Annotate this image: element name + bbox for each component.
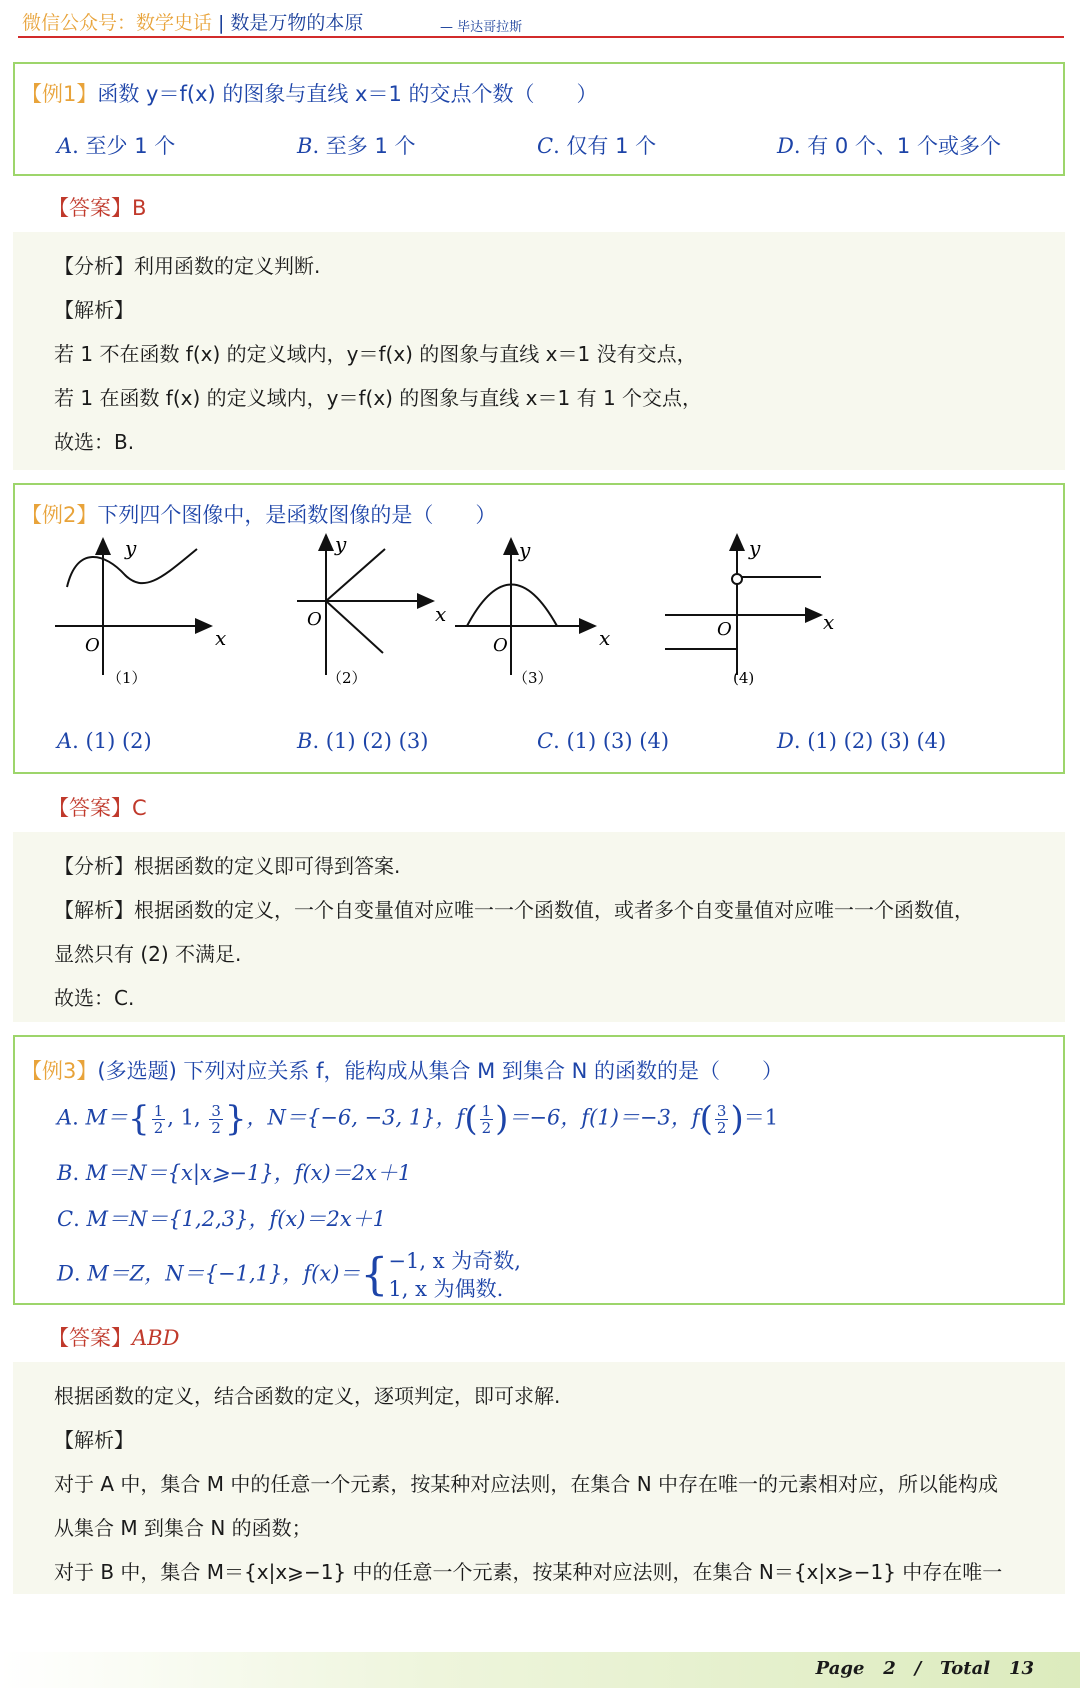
q1-line: 【解析】 — [54, 298, 134, 322]
header-separator: | — [218, 12, 225, 34]
graph-2-caption: （2） — [327, 669, 367, 687]
q1-line: 若 1 不在函数 f(x) 的定义域内，y＝f(x) 的图象与直线 x＝1 没有交点， — [54, 342, 697, 366]
q2-line: 故选：C. — [54, 986, 135, 1010]
q2-line: 显然只有 (2) 不满足. — [54, 942, 242, 966]
header-attribution: — 毕达哥拉斯 — [440, 20, 523, 35]
q1-option-d[interactable]: D. 有 0 个、1 个或多个 — [777, 134, 1001, 158]
q2-line: 【分析】根据函数的定义即可得到答案. — [54, 854, 401, 878]
q3-line: 对于 A 中，集合 M 中的任意一个元素，按某种对应法则，在集合 N 中存在唯一的元素相对应，所以能构成 — [54, 1472, 999, 1496]
graph-3-y-label: y — [519, 538, 531, 562]
graph-2-ray-up — [326, 549, 385, 601]
fraction: $\frac{3}{2}$ — [716, 1101, 727, 1137]
graph-3 — [455, 538, 610, 687]
graph-2-y-label: y — [335, 532, 347, 556]
header-title: 数是万物的本原 — [230, 12, 364, 34]
q3-line: 从集合 M 到集合 N 的函数； — [54, 1516, 312, 1540]
question-2-tag: 【例2】 — [21, 503, 98, 527]
graph-2-ray-down — [326, 601, 383, 653]
q3-option-b[interactable]: B. M＝N＝{x|x⩾−1}，f(x)＝2x＋1 — [57, 1161, 412, 1185]
graph-4-caption: (4) — [733, 669, 755, 687]
q3-line: 【解析】 — [54, 1428, 134, 1452]
graph-1 — [55, 536, 226, 687]
graph-2-origin: O — [307, 609, 322, 630]
graph-1-origin: O — [85, 635, 100, 656]
fraction: $\frac{1}{2}$ — [481, 1101, 492, 1137]
fraction: $\frac{1}{2}$ — [153, 1101, 164, 1137]
graph-4-origin: O — [717, 619, 732, 640]
q2-option-b[interactable]: B. (1) (2) (3) — [297, 729, 429, 753]
question-1-box — [13, 62, 1065, 176]
q1-explanation — [13, 232, 1065, 470]
page-indicator: Page 2 / Total 13 — [815, 1658, 1034, 1679]
q2-option-d[interactable]: D. (1) (2) (3) (4) — [777, 729, 947, 753]
graph-4-x-label: x — [823, 610, 835, 634]
graph-1-caption: （1） — [107, 669, 147, 687]
graph-3-caption: （3） — [513, 669, 553, 687]
graph-3-origin: O — [493, 635, 508, 656]
graph-4-open-point — [732, 574, 742, 584]
graph-2-x-label: x — [435, 602, 447, 626]
q3-option-a[interactable]: A. M＝{ $\frac{1}{2}$ , 1, $\frac{3}{2}$ }，N＝{−6, −3, 1}，f( $\frac{1}{2}$ )＝−6，f(1)＝−3，f( $\frac{3}{2}$ )＝1 — [57, 1099, 779, 1139]
question-1-text: 函数 y＝f(x) 的图象与直线 x＝1 的交点个数（ ） — [97, 82, 598, 106]
fraction: $\frac{3}{2}$ — [211, 1101, 221, 1137]
question-3-box — [13, 1035, 1065, 1305]
q3-answer: 【答案】ABD — [48, 1326, 180, 1350]
graph-1-y-label: y — [125, 536, 137, 560]
graph-4 — [665, 535, 834, 687]
q1-line: 【分析】利用函数的定义判断. — [54, 254, 321, 278]
q1-line: 若 1 在函数 f(x) 的定义域内，y＝f(x) 的图象与直线 x＝1 有 1 个交点， — [54, 386, 703, 410]
question-1-stem — [21, 78, 598, 108]
q3-option-d[interactable]: D. M＝Z，N＝{−1,1}，f(x)＝{ −1, x 为奇数, 1, x 为偶数. — [57, 1249, 521, 1301]
question-3-stem — [21, 1055, 783, 1085]
q3-line: 对于 B 中，集合 M＝{x|x⩾−1} 中的任意一个元素，按某种对应法则，在集合 N＝{x|x⩾−1} 中存在唯一 — [54, 1560, 1003, 1584]
graph-4-y-label: y — [749, 536, 761, 560]
question-2-text: 下列四个图像中，是函数图像的是（ ） — [97, 503, 497, 527]
q1-option-b[interactable]: B. 至多 1 个 — [297, 134, 416, 158]
q3-explanation — [13, 1362, 1065, 1594]
q2-line: 【解析】根据函数的定义，一个自变量值对应唯一一个函数值，或者多个自变量值对应唯一一个函数值， — [54, 898, 974, 922]
q1-option-a[interactable]: A. 至少 1 个 — [57, 134, 176, 158]
function-graphs — [15, 525, 1063, 695]
q2-option-c[interactable]: C. (1) (3) (4) — [537, 729, 670, 753]
header-source: 微信公众号：数学史话 — [22, 12, 213, 34]
q2-answer: 【答案】C — [48, 796, 147, 820]
question-2-box — [13, 483, 1065, 774]
q3-line: 根据函数的定义，结合函数的定义，逐项判定，即可求解. — [54, 1384, 561, 1408]
question-1-tag: 【例1】 — [21, 82, 98, 106]
question-3-text: (多选题) 下列对应关系 f，能构成从集合 M 到集合 N 的函数的是（ ） — [97, 1059, 784, 1083]
q1-option-c[interactable]: C. 仅有 1 个 — [537, 134, 657, 158]
q1-answer: 【答案】B — [48, 196, 147, 220]
header-divider — [18, 36, 1064, 38]
graph-3-x-label: x — [599, 626, 611, 650]
q3-option-c[interactable]: C. M＝N＝{1,2,3}，f(x)＝2x＋1 — [57, 1207, 387, 1231]
page-header — [22, 8, 363, 35]
q2-option-a[interactable]: A. (1) (2) — [57, 729, 152, 753]
q2-explanation — [13, 832, 1065, 1022]
graph-1-x-label: x — [215, 626, 227, 650]
q1-line: 故选：B. — [54, 430, 135, 454]
question-3-tag: 【例3】 — [21, 1059, 98, 1083]
graph-2 — [297, 532, 446, 687]
